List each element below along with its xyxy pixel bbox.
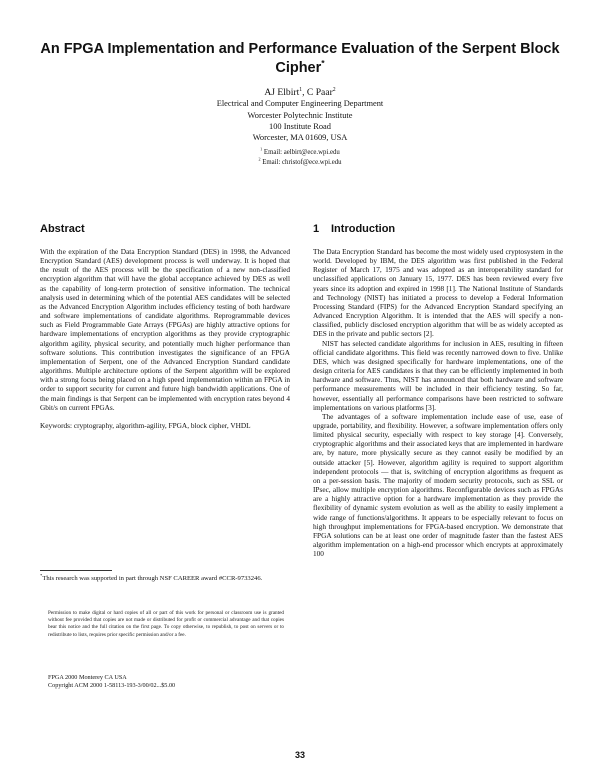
intro-paragraph-1: The Data Encryption Standard has become the most widely used cryptosystem in the world. Developed by IBM, the DES algorithm was first published in the Federal Register of March 17, 1975 and was adopted as an interoperability standard for unclassified applications on January 15, 1977. DES has been reviewed every five years since its adoption and expired in 1998 [1]. The National Institute of Standards and Technology (NIST) has initiated a process to develop a Federal Information Processing Standard (FIPS) for the Advanced Encryption Standard specifying an Advanced Encryption Algorithm. It is intended that the AES will specify a non-classified, publicly disclosed encryption algorithm that will be as widely accepted as DES in the private and public sectors [2]. xyxy=(313,247,563,339)
footnote-rule xyxy=(40,570,112,571)
author-institute: Worcester Polytechnic Institute xyxy=(247,110,353,120)
title-line-1: An FPGA Implementation and Performance Evaluation of the Serpent Block xyxy=(40,41,560,57)
conference-name: FPGA 2000 Monterey CA USA xyxy=(48,674,127,681)
conference-info xyxy=(48,674,288,690)
abstract-text: With the expiration of the Data Encryption Standard (DES) in 1998, the Advanced Encryption Standard (AES) development process is well underway. It is hoped that the result of the AES process will be the specification of a new non-classified encryption algorithm that will have the global acceptance achieved by DES as well as the capability of long-term protection of sensitive information. The technical analysis used in determining which of the potential AES candidates will be selected as the Advanced Encryption Algorithm includes efficiency testing of both hardware and software implementations of candidate algorithms. Reprogrammable devices such as Field Programmable Gate Arrays (FPGAs) are highly attractive options for hardware implementations of encryption algorithms as they provide cryptographic algorithm agility, physical security, and potentially much higher performance than software solutions. This contribution investigates the significance of an FPGA implementation of Serpent, one of the Advanced Encryption Standard candidate algorithms. Multiple architecture options of the Serpent algorithm will be explored with a strong focus being placed on a high speed implementation within an FPGA in order to support security for current and future high bandwidth applications. One of the main findings is that Serpent can be implemented with encryption rates beyond 4 Gbit/s on current FPGAs. xyxy=(40,247,290,412)
section-number: 1 xyxy=(313,223,320,235)
author-block xyxy=(100,87,500,168)
introduction-heading xyxy=(313,222,563,236)
author-name-1: AJ Elbirt xyxy=(264,87,300,98)
right-column xyxy=(313,222,563,558)
title-line-2: Cipher xyxy=(275,60,322,76)
author-city: Worcester, MA 01609, USA xyxy=(252,133,348,143)
email-mark-1: 1 xyxy=(260,147,263,153)
section-title: Introduction xyxy=(331,223,396,235)
keywords: Keywords: cryptography, algorithm-agility, FPGA, block cipher, VHDL xyxy=(40,420,251,430)
author-email-1 xyxy=(100,148,500,158)
left-column xyxy=(40,222,290,430)
footnote-text: This research was supported in part through NSF CAREER award #CCR-9733246. xyxy=(42,575,263,582)
title-footnote-mark: * xyxy=(321,58,325,69)
funding-footnote xyxy=(40,572,290,583)
intro-paragraph-2: NIST has selected candidate algorithms for inclusion in AES, resulting in fifteen official candidate algorithms. This field was recently narrowed down to five. Unlike DES, which was designed specifically for hardware implementations, one of the design criteria for AES candidates is that they can be efficiently implemented in both hardware and software. Thus, NIST has announced that both hardware and software performance measurements will be included in their efficiency testing. So far, however, essentially all performance comparisons have been restricted to software implementations on various platforms [3]. xyxy=(313,338,563,412)
email-2-text: Email: christof@ece.wpi.edu xyxy=(262,159,342,167)
email-mark-2: 2 xyxy=(258,157,261,163)
footnote-mark: * xyxy=(40,572,43,578)
paper-title xyxy=(40,40,560,78)
page-number: 33 xyxy=(294,750,305,760)
permission-notice: Permission to make digital or hard copies of all or part of this work for personal or classroom use is granted without fee provided that copies are not made or distributed for profit or commercial advantage and that copies bear this notice and the full citation on the first page. To copy otherwise, to republish, to post on servers or to redistribute to lists, requires prior specific permission and/or a fee. xyxy=(48,610,284,638)
copyright-line: Copyright ACM 2000 1-58113-193-3/00/02...$5.00 xyxy=(48,682,176,689)
author-name-2: , C Paar xyxy=(302,87,333,98)
author-mark-2: 2 xyxy=(332,86,336,93)
author-department: Electrical and Computer Engineering Department xyxy=(216,99,384,109)
author-email-2 xyxy=(100,158,500,168)
author-street: 100 Institute Road xyxy=(269,121,331,131)
intro-paragraph-3: The advantages of a software implementation include ease of use, ease of upgrade, portability, and flexibility. However, a software implementation offers only limited physical security, especially with respect to key storage [4]. Conversely, cryptographic algorithms and their associated keys that are implemented in hardware are, by nature, more physically secure as they cannot easily be modified by an outside attacker [5]. However, algorithm agility is required to support algorithm independent protocols — that is, switching of encryption algorithms as frequent as on a per-session basis. The majority of modern security protocols, such as SSL or IPsec, allow multiple encryption algorithms. Reconfigurable devices such as FPGAs are a highly attractive option for a hardware implementation as they provide the flexibility of dynamic system evolution as well as the ability to easily implement a wide range of functions/algorithms. It appears to be especially relevant to focus on high throughput implementations for FPGA-based encryption. We demonstrate that FPGA solutions can be at least one order of magnitude faster than the fastest AES algorithm implementation on a high-end processor which encrypts at approximately 100 xyxy=(313,411,563,559)
author-names xyxy=(100,87,500,98)
email-1-text: Email: aelbirt@ece.wpi.edu xyxy=(263,149,340,157)
abstract-heading: Abstract xyxy=(40,223,85,235)
author-mark-1: 1 xyxy=(299,86,303,93)
